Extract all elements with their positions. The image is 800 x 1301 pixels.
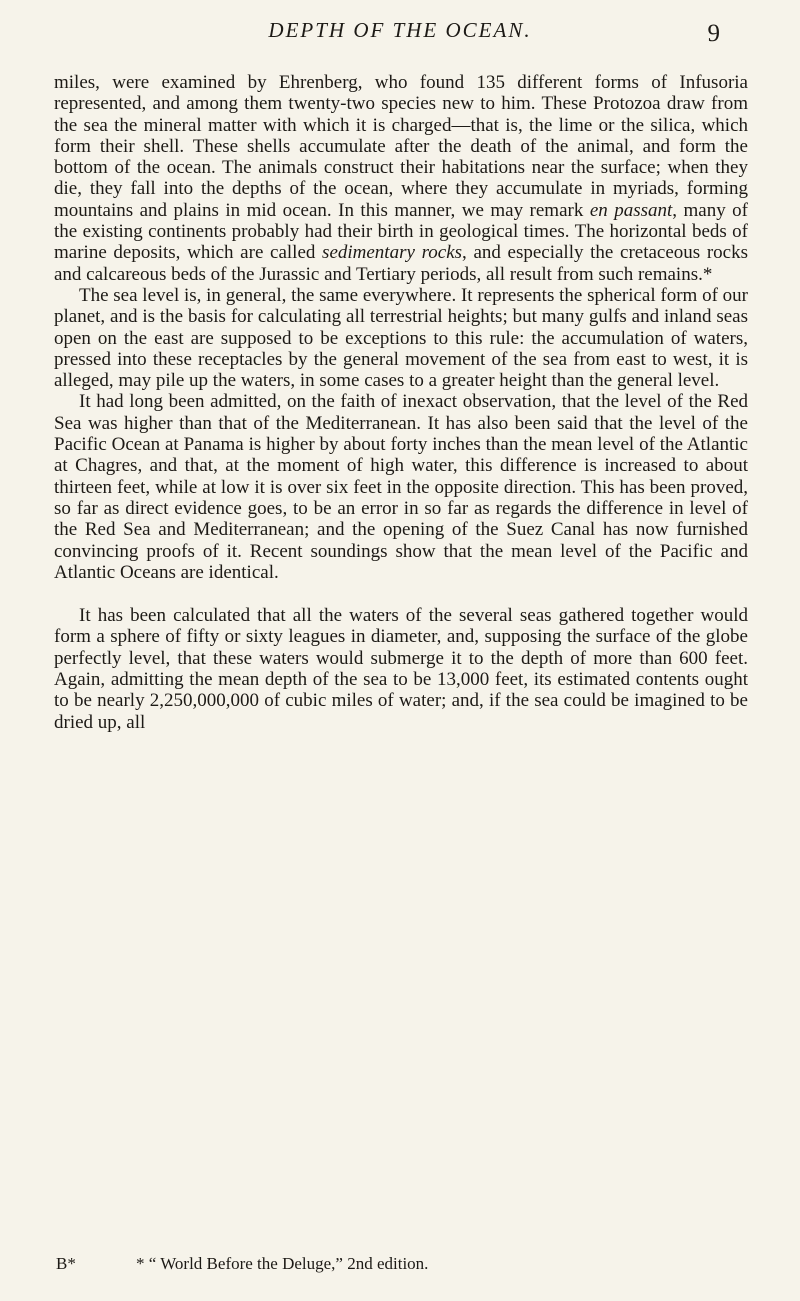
paragraph-1-part-b: , many of the existing continents probably had their birth in geological times. The horizontal beds of marine deposits, which are called: [54, 199, 748, 264]
page-number: 9: [707, 20, 720, 47]
paragraph-2: The sea level is, in general, the same everywhere. It represents the spherical form of our planet, and is the basis for calculating all terrestrial heights; but many gulfs and inland seas open on the east are supposed to be exceptions to this rule: the accumulation of waters, pressed into these receptacles by the general movement of the sea from east to west, it is alleged, may pile up the waters, in some cases to a greater height than the general level.: [54, 284, 748, 392]
paragraph-1-part-a: miles, were examined by Ehrenberg, who found 135 different forms of Infusoria represented, and among them twenty-two species new to him. These Protozoa draw from the sea the mineral matter with which it is charged—that is, the lime or the silica, which form their shell. These shells accumulate after the death of the animal, and form the bottom of the ocean. The animals construct their habitations near the surface; when they die, they fall into the depths of the ocean, where they accumulate in myriads, forming mountains and plains in mid ocean. In this manner, we may remark: [54, 72, 748, 221]
body-text: [54, 72, 748, 733]
footer: [56, 1254, 746, 1274]
signature-mark: B*: [56, 1254, 76, 1273]
paragraph-4: It has been calculated that all the waters of the several seas gathered together would form a sphere of fifty or sixty leagues in diameter, and, supposing the surface of the globe perfectly level, that these waters would submerge it to the depth of more than 600 feet. Again, admitting the mean depth of the sea to be 13,000 feet, its estimated contents ought to be nearly 2,250,000,000 of cubic miles of water; and, if the sea could be imagined to be dried up, all: [54, 605, 748, 733]
footnote: * “ World Before the Deluge,” 2nd edition.: [136, 1254, 429, 1273]
paragraph-1-part-c: , and especially the cretaceous rocks and calcareous beds of the Jurassic and Tertiary periods, all result from such remains.*: [54, 242, 748, 285]
paragraph-3: It had long been admitted, on the faith of inexact observation, that the level of the Red Sea was higher than that of the Mediterranean. It has also been said that the level of the Pacific Ocean at Panama is higher by about forty inches than the mean level of the Atlantic at Chagres, and that, at the moment of high water, this difference is increased to about thirteen feet, while at low it is over six feet in the opposite direction. This has been proved, so far as direct evidence goes, to be an error in so far as regards the difference in level of the Red Sea and Mediterranean; and the opening of the Suez Canal has now furnished convincing proofs of it. Recent soundings show that the mean level of the Pacific and Atlantic Oceans are identical.: [54, 391, 748, 583]
paragraph-1: [54, 72, 748, 285]
running-head: DEPTH OF THE OCEAN.: [268, 18, 532, 42]
phrase-en-passant: en passant: [589, 199, 673, 221]
phrase-sedimentary-rocks: sedimentary rocks: [322, 242, 463, 264]
